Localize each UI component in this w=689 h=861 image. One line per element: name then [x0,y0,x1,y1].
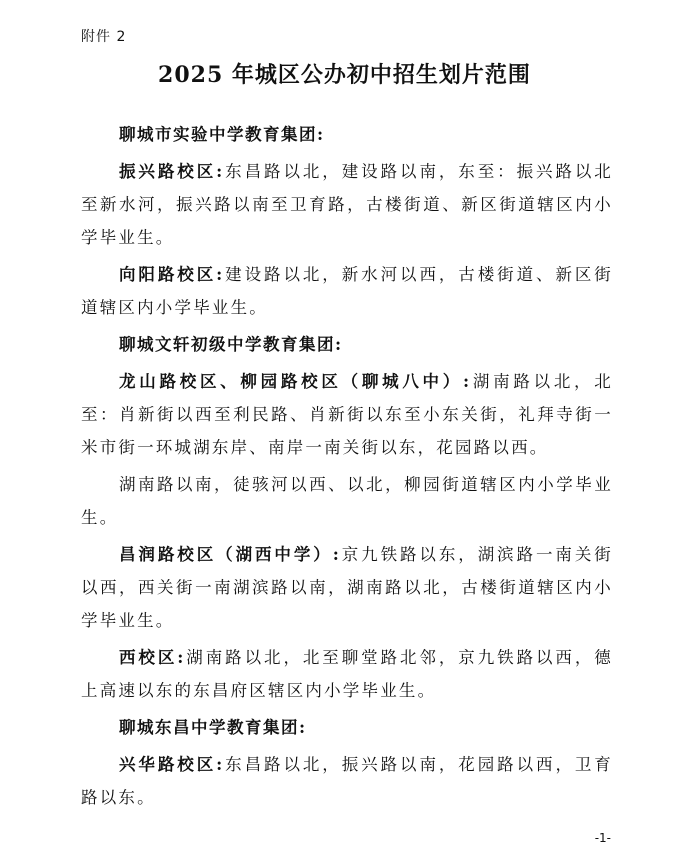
group-heading-1: 聊城市实验中学教育集团: [119,125,325,144]
campus-label: 向阳路校区: [119,265,225,284]
group-heading-2: 聊城文轩初级中学教育集团: [119,335,343,354]
campus-label: 兴华路校区: [119,755,225,774]
document-title: 2025 年城区公办初中招生划片范围 [158,62,531,88]
campus-text: 建设路以北，新水河以西，古楼街道、新区街道辖区内小学毕业生。 [81,265,613,317]
campus-label: 龙山路校区、柳园路校区（聊城八中）: [119,372,472,391]
document-body [81,118,613,818]
campus-paragraph [81,748,613,814]
campus-text: 湖南路以北，北至聊堂路北邻，京九铁路以西，德上高速以东的东昌府区辖区内小学毕业生。 [81,648,613,700]
campus-label: 西校区: [119,648,186,667]
campus-paragraph [81,538,613,637]
attachment-label: 附件 2 [81,29,127,45]
group-heading-3: 聊城东昌中学教育集团: [119,718,307,737]
page-number: -1- [594,831,611,845]
campus-text: 京九铁路以东，湖滨路一南关街以西，西关街一南湖滨路以南，湖南路以北，古楼街道辖区内小学毕业生。 [81,545,613,630]
campus-paragraph [81,365,613,464]
campus-paragraph [81,641,613,707]
campus-text: 东昌路以北，振兴路以南，花园路以西，卫育路以东。 [81,755,613,807]
campus-label: 振兴路校区: [119,162,225,181]
campus-paragraph [81,468,613,534]
campus-text: 东昌路以北，建设路以南，东至：振兴路以北至新水河，振兴路以南至卫育路，古楼街道、新区街道辖区内小学毕业生。 [81,162,613,247]
campus-text: 湖南路以南，徒骇河以西、以北，柳园街道辖区内小学毕业生。 [81,475,613,527]
campus-label: 昌润路校区（湖西中学）: [119,545,341,564]
campus-paragraph [81,258,613,324]
campus-text: 湖南路以北，北至：肖新街以西至利民路、肖新街以东至小东关街，礼拜寺街一米市街一环城湖东岸、南岸一南关街以东，花园路以西。 [81,372,613,457]
campus-paragraph [81,155,613,254]
